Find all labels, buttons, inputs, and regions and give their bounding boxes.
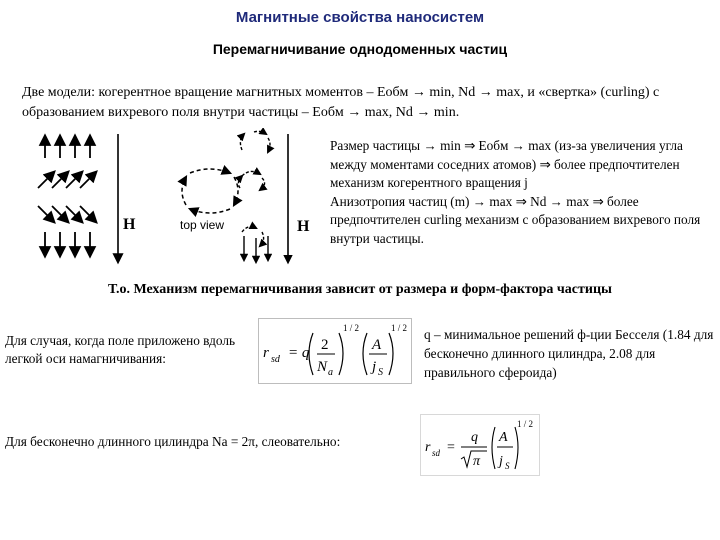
field-label-h-right: H [297, 218, 310, 235]
page-subtitle: Перемагничивание однодоменных частиц [212, 41, 508, 57]
explanation-line-anisotropy: Анизотропия частиц (m) → max ⇒ Nd → max ⇒ более предпочтителен curling механизм с образованием вихревого поля внутри частицы. [330, 193, 701, 246]
page-title: Магнитные свойства наносистем [235, 9, 485, 26]
formula-rsd-general [258, 318, 412, 384]
f2-num1: q [471, 430, 478, 445]
curling-diagram [230, 128, 300, 268]
f1-num2: A [372, 337, 382, 353]
f1-eq: = q [288, 345, 310, 361]
field-label-h: H [123, 216, 136, 233]
f1-den1: N [317, 359, 328, 375]
arrows-down-row [45, 232, 90, 256]
f1-den2-sub: S [378, 367, 383, 378]
f2-exp: 1 / 2 [517, 419, 534, 429]
explanation-line-size: Размер частицы → min ⇒ Eобм → max (из-за увеличения угла между моментами соседних атомов) ⇒ более предпочтителен механизм когерентного вращения j [330, 138, 683, 190]
explanation-paragraph [330, 137, 718, 248]
arrows-diag-up-row [38, 172, 96, 188]
f2-eq: = [447, 440, 455, 455]
conclusion-text: Т.о. Механизм перемагничивания зависит от размера и форм-фактора частицы [108, 282, 612, 297]
f1-exp1: 1 / 2 [343, 323, 360, 333]
f1-den2: j [372, 359, 377, 375]
arrows-up-row [45, 136, 90, 158]
coherent-rotation-diagram [30, 128, 150, 268]
f1-lhs-sub: sd [271, 354, 280, 365]
f2-lhs-sub: sd [432, 448, 441, 458]
f2-den2-sub: S [505, 461, 510, 471]
formula-rsd-cylinder [420, 414, 540, 476]
f1-num1: 2 [321, 337, 329, 353]
case-cylinder-text: Для бесконечно длинного цилиндра Nа = 2π, слеовательно: [5, 434, 341, 449]
f1-lhs: r [263, 345, 269, 361]
f2-num2: A [499, 430, 508, 445]
arrows-diag-down-row [38, 206, 96, 222]
f2-den1: π [473, 454, 481, 469]
f2-den2: j [499, 454, 503, 469]
f1-den1-sub: a [328, 367, 333, 378]
f1-exp2: 1 / 2 [391, 323, 408, 333]
top-view-label: top view [180, 218, 225, 232]
case-easy-axis-text: Для случая, когда поле приложено вдоль легкой оси намагничивания: [5, 333, 236, 366]
f2-lhs: r [425, 440, 431, 455]
intro-text: Две модели: когерентное вращение магнитных моментов – Eобм → min, Nd → max, и «свертка» (curling) с образованием вихревого поля внутри частицы – Eобм → max, Nd → min. [22, 85, 660, 120]
bessel-note: q – минимальное решений ф-ции Бесселя (1.84 для бесконечно длинного цилиндра, 2.08 для правильного сфероида) [424, 327, 714, 380]
